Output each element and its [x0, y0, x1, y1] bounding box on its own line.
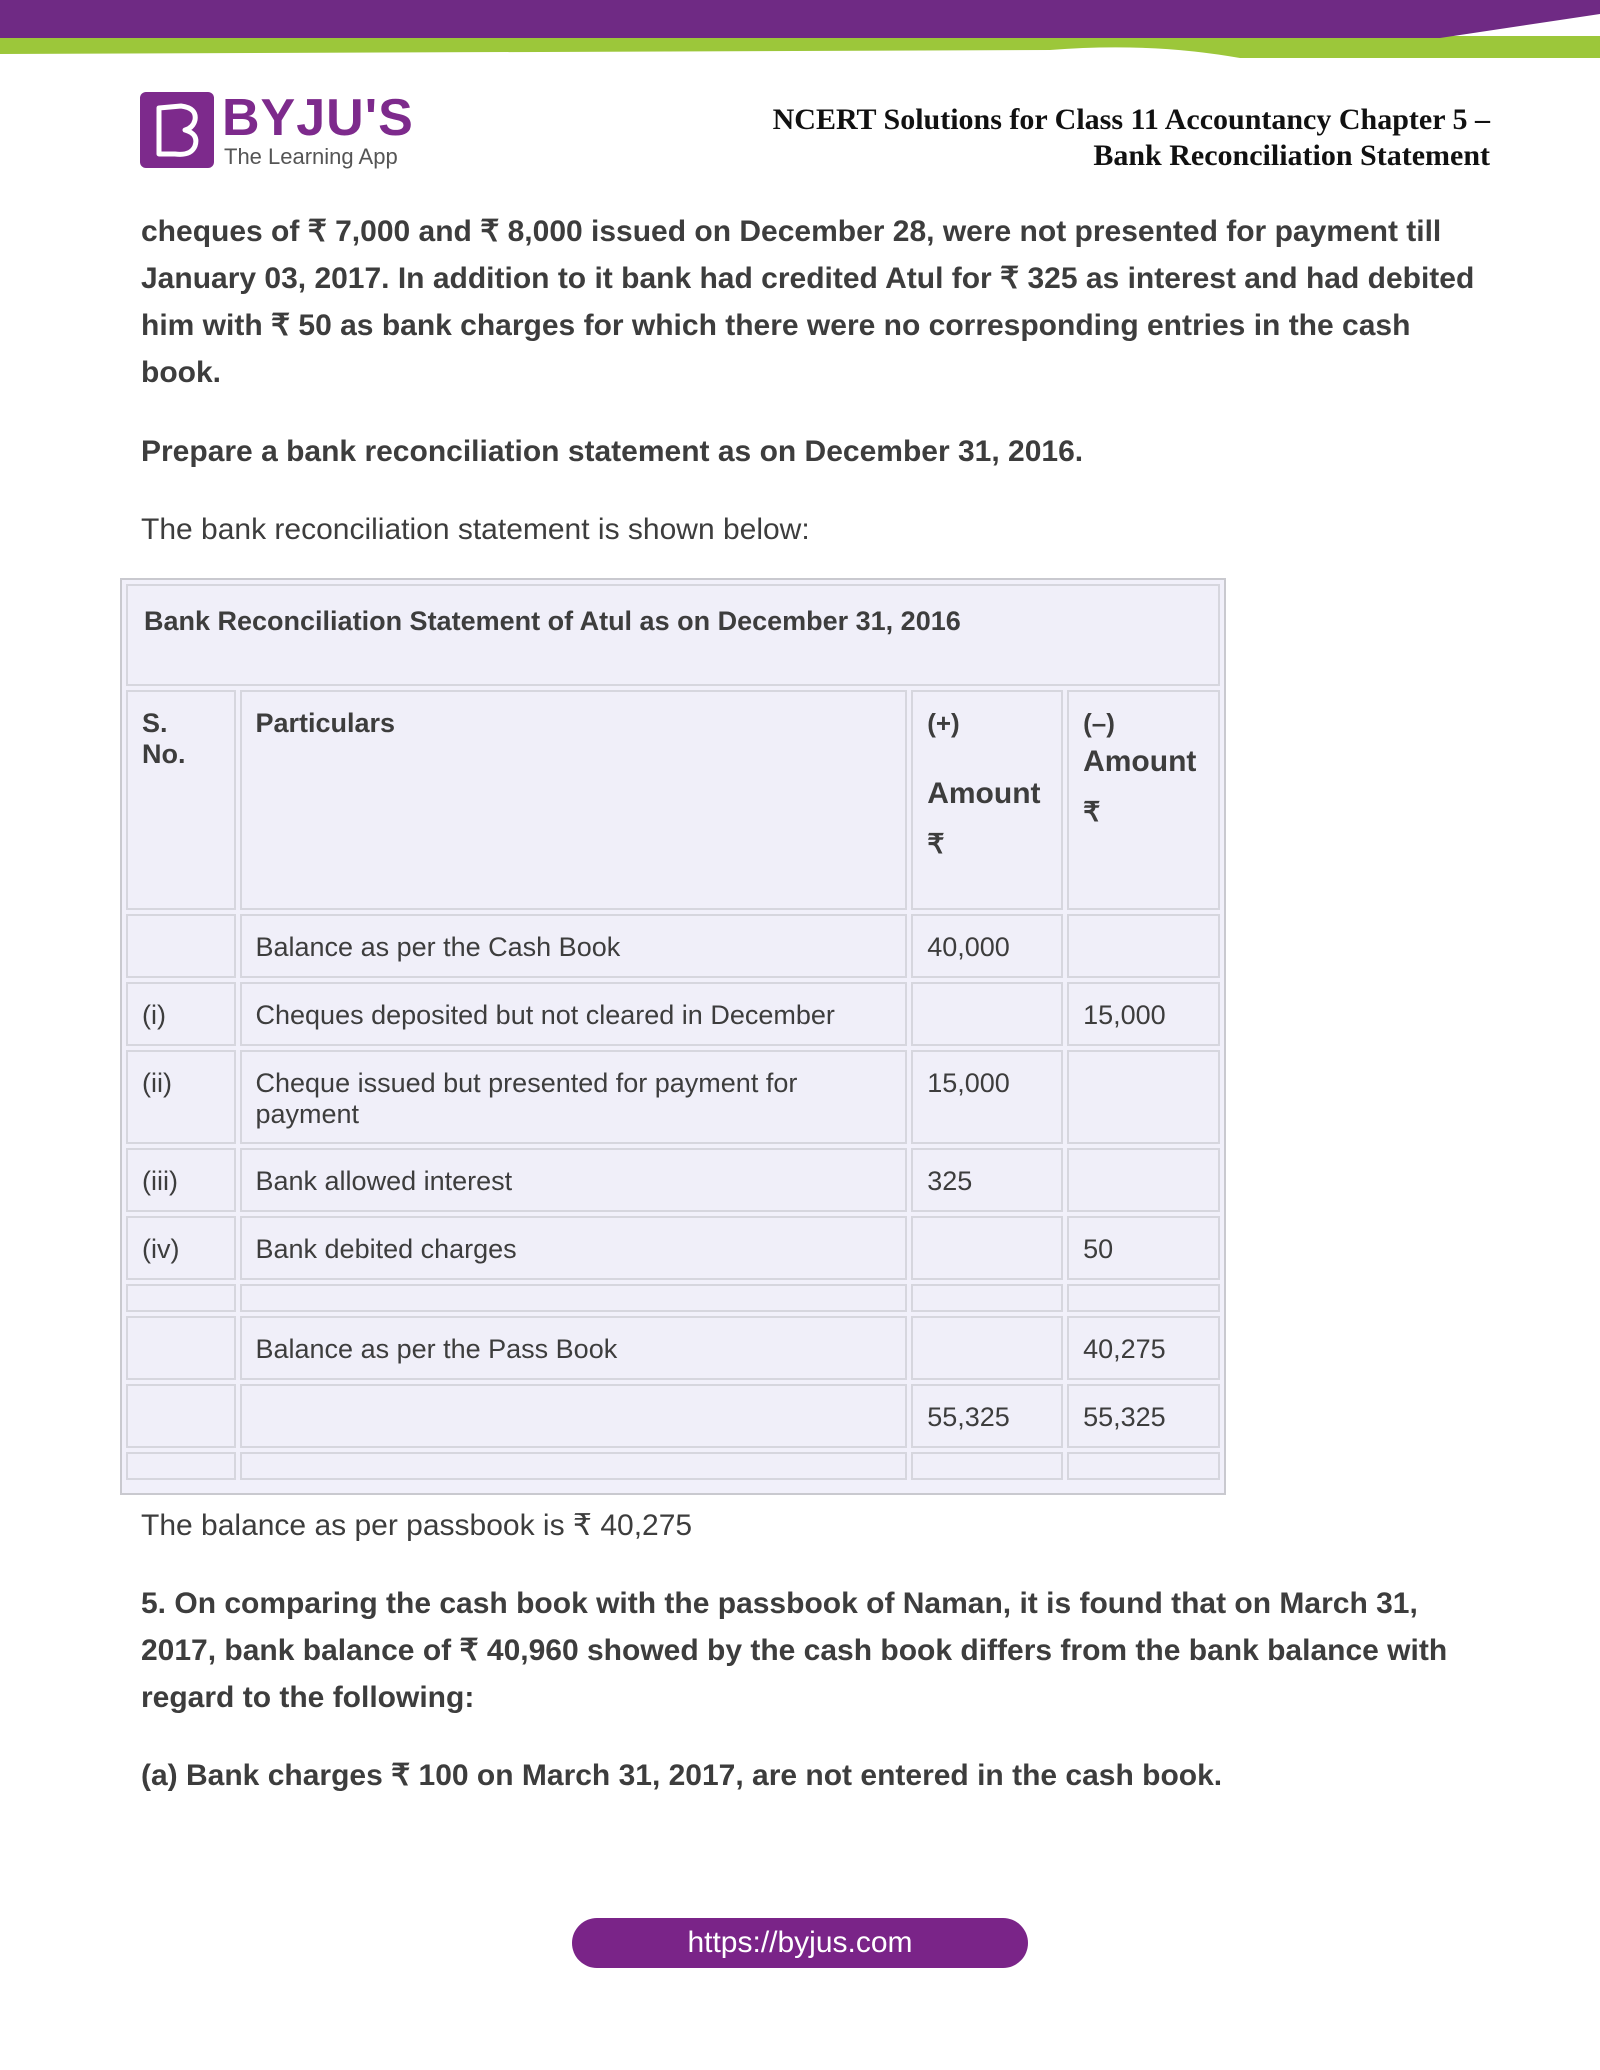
cell-sno: (iv) [126, 1216, 236, 1280]
table-row [126, 1050, 1220, 1144]
header-particulars: Particulars [240, 690, 908, 910]
cell-sno [126, 1452, 236, 1480]
cell-minus [1067, 1284, 1220, 1312]
question-instruction: Prepare a bank reconciliation statement as on December 31, 2016. [141, 435, 1084, 468]
cell-plus [911, 1284, 1063, 1312]
intro-paragraph: cheques of ₹ 7,000 and ₹ 8,000 issued on December 28, were not presented for payment till January 03, 2017. In addition to it bank had credited Atul for ₹ 325 as interest and had debited him with ₹ 50 as bank charges for which there were no corresponding entries in the cash book. [141, 215, 1475, 389]
cell-particulars: Cheques deposited but not cleared in December [240, 982, 908, 1046]
header-plus-amount: Amount [927, 777, 1041, 810]
header-plus [911, 690, 1063, 910]
table-row [126, 1216, 1220, 1280]
answer-intro: The bank reconciliation statement is shown below: [141, 513, 810, 546]
reconciliation-table [120, 578, 1226, 1495]
question-5a: (a) Bank charges ₹ 100 on March 31, 2017, are not entered in the cash book. [141, 1759, 1223, 1792]
header-minus-amount: Amount [1083, 745, 1197, 778]
header-plus-currency: ₹ [927, 829, 945, 859]
logo-mark [140, 92, 214, 168]
cell-plus [911, 1316, 1063, 1380]
question-5: 5. On comparing the cash book with the passbook of Naman, it is found that on March 31, 2017, bank balance of ₹ 40,960 showed by the cash book differs from the bank balance with regard to the following: [141, 1587, 1448, 1714]
cell-particulars: Cheque issued but presented for payment for payment [240, 1050, 908, 1144]
cell-plus: 325 [911, 1148, 1063, 1212]
header-sno [126, 690, 236, 910]
logo-b-icon [151, 102, 203, 158]
header-sno-line2: No. [142, 739, 186, 769]
table-row [126, 982, 1220, 1046]
document-title-line2: Bank Reconciliation Statement [1093, 139, 1490, 172]
cell-plus: 15,000 [911, 1050, 1063, 1144]
cell-particulars [240, 1452, 908, 1480]
cell-minus: 40,275 [1067, 1316, 1220, 1380]
table-row [126, 1284, 1220, 1312]
cell-sno [126, 1284, 236, 1312]
cell-sno [126, 1316, 236, 1380]
byjus-logo [140, 89, 420, 172]
cell-particulars [240, 1384, 908, 1448]
document-title [773, 102, 1490, 174]
cell-minus: 55,325 [1067, 1384, 1220, 1448]
logo-tagline: The Learning App [224, 144, 398, 169]
table-header-row [126, 690, 1220, 910]
cell-sno: (ii) [126, 1050, 236, 1144]
table-title: Bank Reconciliation Statement of Atul as on December 31, 2016 [126, 584, 1220, 686]
cell-sno: (iii) [126, 1148, 236, 1212]
header-sno-line1: S. [142, 708, 168, 738]
footer-url-link[interactable]: https://byjus.com [572, 1918, 1028, 1968]
top-banner [0, 0, 1600, 60]
cell-sno [126, 914, 236, 978]
cell-minus [1067, 914, 1220, 978]
logo-wordmark: BYJU'S [222, 89, 414, 147]
header-plus-sign: (+) [927, 708, 960, 738]
table-row [126, 1384, 1220, 1448]
cell-sno [126, 1384, 236, 1448]
table-grid [122, 686, 1224, 1484]
header-minus-currency: ₹ [1083, 797, 1101, 827]
cell-minus [1067, 1050, 1220, 1144]
cell-plus [911, 1216, 1063, 1280]
cell-sno: (i) [126, 982, 236, 1046]
cell-minus [1067, 1452, 1220, 1480]
table-body [126, 914, 1220, 1480]
cell-minus: 15,000 [1067, 982, 1220, 1046]
document-title-line1: NCERT Solutions for Class 11 Accountancy Chapter 5 – [772, 103, 1490, 136]
cell-plus: 40,000 [911, 914, 1063, 978]
cell-particulars: Balance as per the Pass Book [240, 1316, 908, 1380]
passbook-balance-note: The balance as per passbook is ₹ 40,275 [141, 1509, 693, 1542]
cell-plus [911, 1452, 1063, 1480]
table-row [126, 1316, 1220, 1380]
cell-minus: 50 [1067, 1216, 1220, 1280]
cell-particulars: Bank allowed interest [240, 1148, 908, 1212]
cell-minus [1067, 1148, 1220, 1212]
cell-particulars [240, 1284, 908, 1312]
header-minus [1067, 690, 1220, 910]
cell-plus [911, 982, 1063, 1046]
cell-particulars: Balance as per the Cash Book [240, 914, 908, 978]
header-minus-sign: (–) [1083, 708, 1115, 738]
cell-plus: 55,325 [911, 1384, 1063, 1448]
table-row [126, 914, 1220, 978]
table-row [126, 1148, 1220, 1212]
cell-particulars: Bank debited charges [240, 1216, 908, 1280]
table-row [126, 1452, 1220, 1480]
